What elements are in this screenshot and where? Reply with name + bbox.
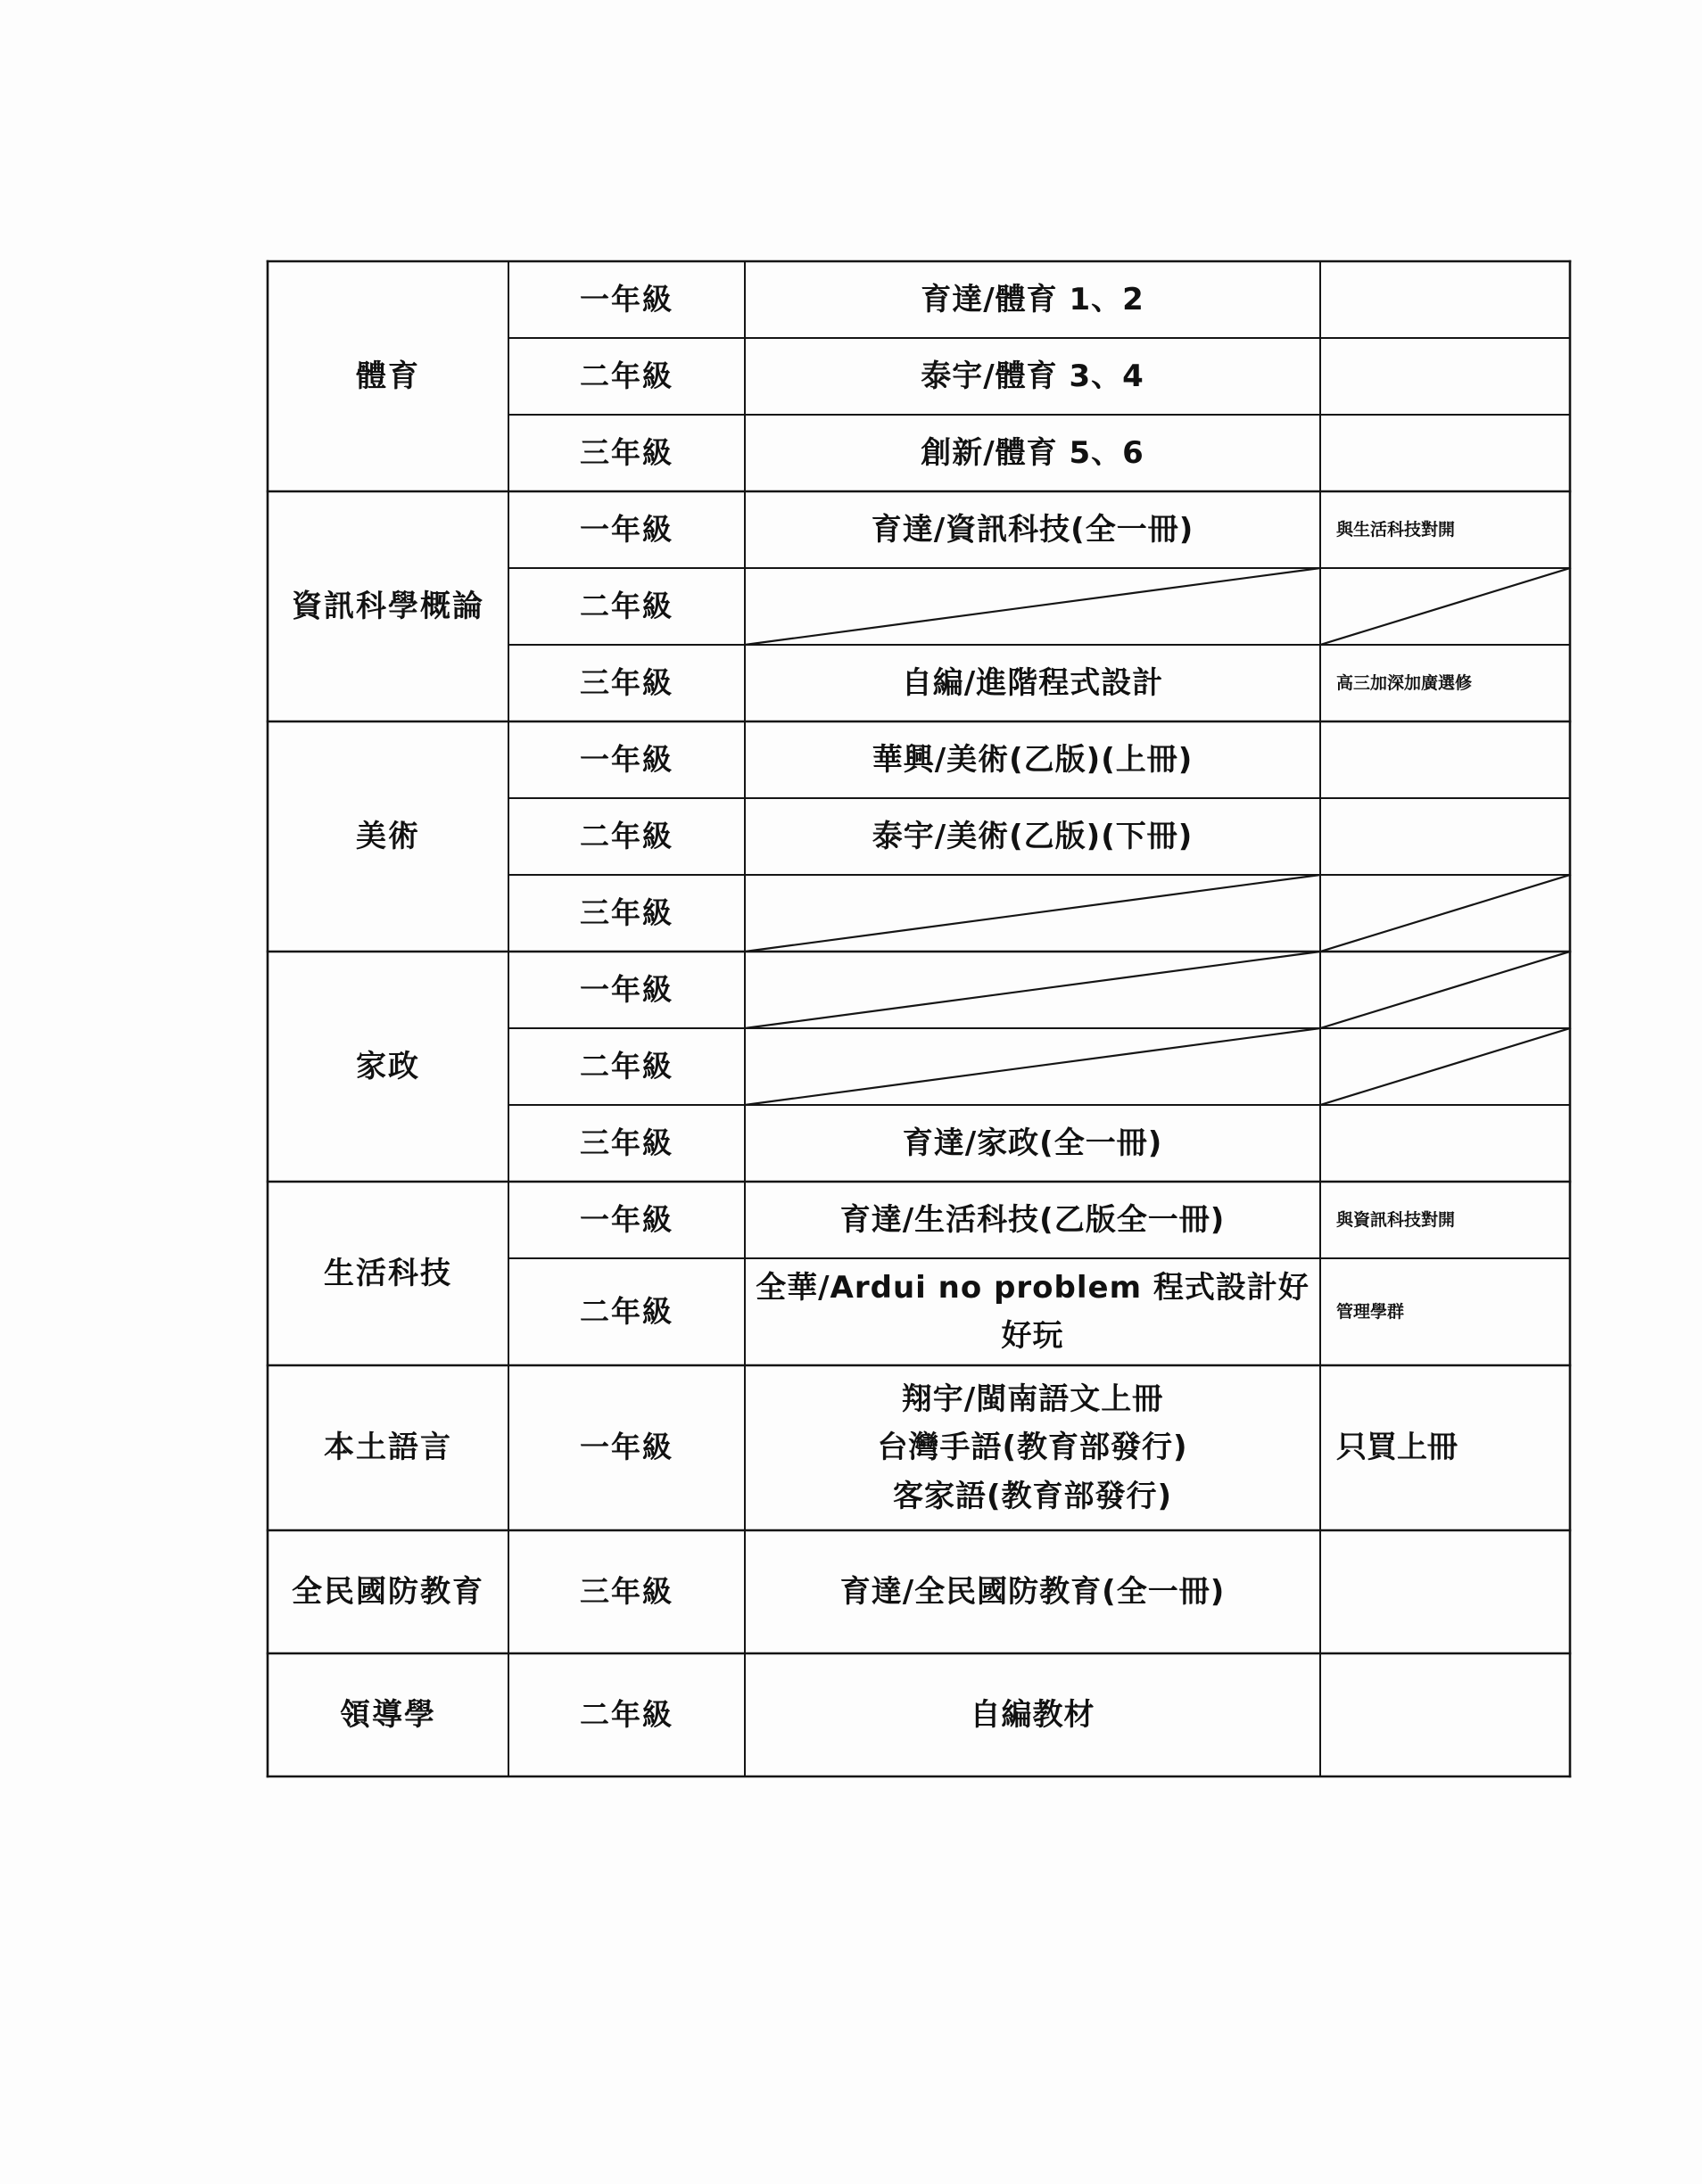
grade-cell: 三年級 (580, 664, 673, 700)
textbook-cell (745, 1258, 1320, 1365)
grade-cell: 三年級 (580, 894, 673, 930)
textbook-cell (745, 261, 1320, 338)
textbook-line: 育達/全民國防教育(全一冊) (839, 1573, 1226, 1610)
subject-cell: 本土語言 (324, 1430, 452, 1466)
strike-line (1320, 1028, 1570, 1105)
grade-cell: 一年級 (580, 1201, 673, 1237)
grade-cell: 二年級 (580, 358, 673, 393)
textbook-line: 泰宇/美術(乙版)(下冊) (872, 818, 1194, 854)
grade-cell: 二年級 (580, 1048, 673, 1084)
note-cell: 只買上冊 (1336, 1430, 1458, 1466)
textbook-line: 翔宇/閩南語文上冊 (901, 1380, 1164, 1417)
subject-cell: 家政 (356, 1048, 420, 1084)
note-cell: 管理學群 (1336, 1301, 1405, 1322)
textbook-line: 育達/生活科技(乙版全一冊) (839, 1201, 1226, 1238)
note-cell: 與資訊科技對開 (1336, 1209, 1456, 1230)
strike-line (1320, 568, 1570, 645)
textbook-line: 全華/Ardui no problem 程式設計好 (756, 1269, 1310, 1306)
grade-cell: 一年級 (580, 511, 673, 547)
textbook-cell (745, 568, 1320, 645)
textbook-cell (745, 338, 1320, 415)
grade-cell: 二年級 (580, 818, 673, 853)
textbook-cell (745, 491, 1320, 568)
textbook-cell (745, 1653, 1320, 1776)
grade-cell: 一年級 (580, 281, 673, 317)
grade-cell: 三年級 (580, 1573, 673, 1609)
grade-cell: 二年級 (580, 1293, 673, 1329)
grade-cell: 二年級 (580, 588, 673, 623)
textbook-cell (745, 1105, 1320, 1182)
subject-cell: 全民國防教育 (292, 1573, 484, 1610)
textbook-cell (745, 415, 1320, 491)
textbook-line: 華興/美術(乙版)(上冊) (872, 741, 1194, 778)
textbook-line: 台灣手語(教育部發行) (877, 1430, 1188, 1466)
subject-cell: 資訊科學概論 (292, 588, 484, 624)
textbook-line: 育達/資訊科技(全一冊) (871, 511, 1194, 548)
subject-cell: 美術 (356, 818, 420, 854)
textbook-cell (745, 1530, 1320, 1653)
grade-cell: 三年級 (580, 1125, 673, 1160)
grade-cell: 二年級 (580, 1696, 673, 1732)
note-cell: 高三加深加廣選修 (1336, 672, 1473, 693)
subject-cell: 領導學 (340, 1696, 436, 1733)
textbook-cell (745, 952, 1320, 1028)
note-cell: 與生活科技對開 (1336, 519, 1456, 540)
textbook-line: 創新/體育 5、6 (921, 434, 1144, 471)
grade-cell: 一年級 (580, 1430, 673, 1465)
subject-cell: 生活科技 (324, 1255, 452, 1291)
textbook-line: 泰宇/體育 3、4 (921, 358, 1144, 394)
textbook-line: 自編/進階程式設計 (901, 664, 1164, 701)
textbook-cell (745, 1365, 1320, 1530)
strike-line (1320, 952, 1570, 1028)
textbook-line: 育達/家政(全一冊) (902, 1125, 1163, 1161)
textbook-cell (745, 798, 1320, 875)
textbook-line: 客家語(教育部發行) (892, 1478, 1173, 1514)
textbook-cell (745, 875, 1320, 952)
textbook-line: 好玩 (1001, 1318, 1064, 1354)
grade-cell: 一年級 (580, 971, 673, 1007)
textbook-cell (745, 1182, 1320, 1258)
grade-cell: 一年級 (580, 741, 673, 777)
textbook-cell (745, 721, 1320, 798)
subject-cell: 體育 (356, 358, 420, 394)
textbook-line: 育達/體育 1、2 (921, 281, 1144, 317)
grade-cell: 三年級 (580, 434, 673, 470)
strike-line (1320, 875, 1570, 952)
textbook-cell (745, 1028, 1320, 1105)
textbook-line: 自編教材 (970, 1696, 1095, 1733)
textbook-cell (745, 645, 1320, 721)
